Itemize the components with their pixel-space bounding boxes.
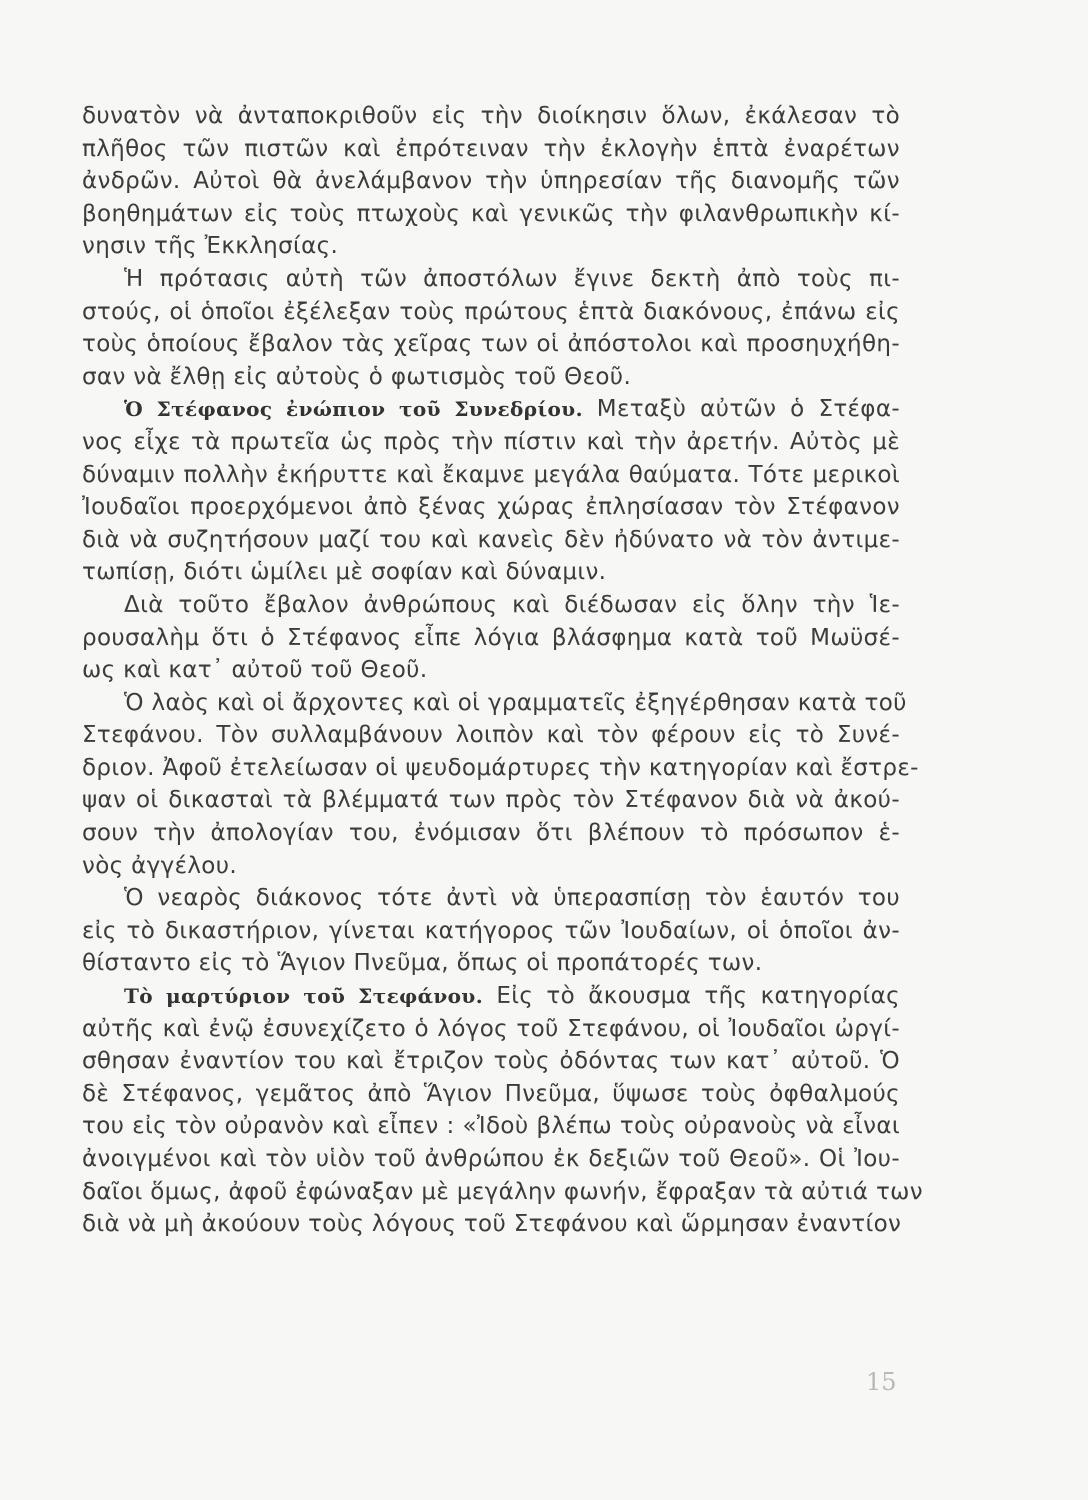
text-line xyxy=(82,296,900,329)
text-line xyxy=(82,393,900,426)
line-text: δὲ Στέφανος, γεμᾶτος ἀπὸ Ἅγιον Πνεῦμα, ὕψωσε τοὺς ὀφθαλμούς xyxy=(82,1080,900,1107)
text-line xyxy=(82,589,900,622)
text-line xyxy=(82,328,900,361)
body-text xyxy=(82,100,923,1241)
line-text: διὰ νὰ μὴ ἀκούουν τοὺς λόγους τοῦ Στεφάνου καὶ ὥρμησαν ἐναντίον xyxy=(82,1211,902,1238)
line-text: διὰ νὰ συζητήσουν μαζί του καὶ κανεὶς δὲν ἠδύνατο νὰ τὸν ἀντιμε- xyxy=(82,526,900,553)
text-line xyxy=(82,426,900,459)
text-line xyxy=(82,1045,900,1078)
line-text: ως καὶ κατ᾽ αὐτοῦ τοῦ Θεοῦ. xyxy=(82,657,428,684)
line-text: νὸς ἀγγέλου. xyxy=(82,852,238,879)
line-text: τωπίσῃ, διότι ὡμίλει μὲ σοφίαν καὶ δύναμιν. xyxy=(82,559,607,586)
text-line xyxy=(82,784,900,817)
text-line xyxy=(82,622,900,655)
text-line xyxy=(82,100,900,133)
line-text: ἀνδρῶν. Αὐτοὶ θὰ ἀνελάμβανον τὴν ὑπηρεσίαν τῆς διανομῆς τῶν xyxy=(82,168,900,195)
line-text: τοὺς ὁποίους ἔβαλον τὰς χεῖρας των οἱ ἀπόστολοι καὶ προσηυχήθη- xyxy=(82,331,900,358)
section-heading: Ὁ Στέφανος ἐνώπιον τοῦ Συνεδρίου. xyxy=(124,397,583,422)
text-line xyxy=(82,719,900,752)
line-text: νησιν τῆς Ἐκκλησίας. xyxy=(82,233,339,260)
text-line xyxy=(82,133,900,166)
line-text: στούς, οἱ ὁποῖοι ἐξέλεξαν τοὺς πρώτους ἑπτὰ διακόνους, ἐπάνω εἰς xyxy=(82,298,900,325)
section-heading: Τὸ μαρτύριον τοῦ Στεφάνου. xyxy=(124,984,484,1009)
text-line xyxy=(82,817,900,850)
text-line xyxy=(82,915,900,948)
line-text: νος εἶχε τὰ πρωτεῖα ὡς πρὸς τὴν πίστιν καὶ τὴν ἀρετήν. Αὐτὸς μὲ xyxy=(82,428,900,455)
text-line xyxy=(82,850,900,883)
text-line xyxy=(82,1078,900,1111)
line-text: Ὁ λαὸς καὶ οἱ ἄρχοντες καὶ οἱ γραμματεῖς ἐξηγέρθησαν κατὰ τοῦ xyxy=(124,689,907,716)
text-line xyxy=(82,491,900,524)
text-line xyxy=(82,752,919,785)
line-text: Μεταξὺ αὐτῶν ὁ Στέφα- xyxy=(596,396,900,423)
text-line xyxy=(82,230,900,263)
text-line xyxy=(82,1143,900,1176)
line-text: Ὁ νεαρὸς διάκονος τότε ἀντὶ νὰ ὑπερασπίσῃ τὸν ἑαυτόν του xyxy=(124,885,900,912)
line-text: Ἡ πρότασις αὐτὴ τῶν ἀποστόλων ἔγινε δεκτὴ ἀπὸ τοὺς πι- xyxy=(124,265,900,292)
text-line xyxy=(82,198,900,231)
text-line xyxy=(82,1110,900,1143)
line-text: δαῖοι ὅμως, ἀφοῦ ἐφώναξαν μὲ μεγάλην φωνήν, ἔφραξαν τὰ αὐτιά των xyxy=(82,1178,923,1205)
text-line xyxy=(82,524,900,557)
text-line xyxy=(82,980,900,1013)
text-line xyxy=(82,361,900,394)
text-line xyxy=(82,459,900,492)
line-text: Εἰς τὸ ἄκουσμα τῆς κατηγορίας xyxy=(496,983,901,1010)
page-body xyxy=(82,100,923,1241)
text-line xyxy=(82,556,900,589)
line-text: δριον. Ἀφοῦ ἐτελείωσαν οἱ ψευδομάρτυρες τὴν κατηγορίαν καὶ ἔστρε- xyxy=(82,754,919,781)
text-line xyxy=(82,947,900,980)
line-text: Διὰ τοῦτο ἔβαλον ἀνθρώπους καὶ διέδωσαν εἰς ὅλην τὴν Ἱε- xyxy=(124,591,900,618)
line-text: βοηθημάτων εἰς τοὺς πτωχοὺς καὶ γενικῶς τὴν φιλανθρωπικὴν κί- xyxy=(82,200,900,227)
text-line xyxy=(82,1176,923,1209)
line-text: ἀνοιγμένοι καὶ τὸν υἱὸν τοῦ ἀνθρώπου ἐκ δεξιῶν τοῦ Θεοῦ». Οἱ Ἰου- xyxy=(82,1146,900,1172)
text-line xyxy=(82,882,900,915)
text-line xyxy=(82,1013,900,1046)
page-number: 15 xyxy=(866,1368,897,1396)
line-text: δυνατὸν νὰ ἀνταποκριθοῦν εἰς τὴν διοίκησιν ὅλων, ἐκάλεσαν τὸ xyxy=(82,103,900,129)
line-text: σουν τὴν ἀπολογίαν του, ἐνόμισαν ὅτι βλέπουν τὸ πρόσωπον ἑ- xyxy=(82,820,900,847)
line-text: εἰς τὸ δικαστήριον, γίνεται κατήγορος τῶν Ἰουδαίων, οἱ ὁποῖοι ἀν- xyxy=(82,917,900,944)
text-line xyxy=(82,263,900,296)
line-text: Ἰουδαῖοι προερχόμενοι ἀπὸ ξένας χώρας ἐπλησίασαν τὸν Στέφανον xyxy=(82,494,900,521)
text-line xyxy=(82,687,907,720)
line-text: ψαν οἱ δικασταὶ τὰ βλέμματά των πρὸς τὸν Στέφανον διὰ νὰ ἀκού- xyxy=(82,787,900,814)
text-line xyxy=(82,165,900,198)
line-text: του εἰς τὸν οὐρανὸν καὶ εἶπεν : «Ἰδοὺ βλέπω τοὺς οὐρανοὺς νὰ εἶναι xyxy=(82,1113,900,1140)
line-text: δύναμιν πολλὴν ἐκήρυττε καὶ ἔκαμνε μεγάλα θαύματα. Τότε μερικοὶ xyxy=(82,461,900,488)
line-text: πλῆθος τῶν πιστῶν καὶ ἐπρότειναν τὴν ἐκλογὴν ἑπτὰ ἐναρέτων xyxy=(82,135,900,162)
text-line xyxy=(82,1208,900,1241)
line-text: σθησαν ἐναντίον του καὶ ἔτριζον τοὺς ὀδόντας των κατ᾽ αὐτοῦ. Ὁ xyxy=(82,1048,900,1075)
text-line xyxy=(82,654,900,687)
line-text: σαν νὰ ἔλθῃ εἰς αὐτοὺς ὁ φωτισμὸς τοῦ Θεοῦ. xyxy=(82,363,632,390)
line-text: θίσταντο εἰς τὸ Ἅγιον Πνεῦμα, ὅπως οἱ προπάτορές των. xyxy=(82,950,763,977)
line-text: Στεφάνου. Τὸν συλλαμβάνουν λοιπὸν καὶ τὸν φέρουν εἰς τὸ Συνέ- xyxy=(82,722,900,749)
line-text: ρουσαλὴμ ὅτι ὁ Στέφανος εἶπε λόγια βλάσφημα κατὰ τοῦ Μωϋσέ- xyxy=(82,624,900,651)
line-text: αὐτῆς καὶ ἐνῷ ἐσυνεχίζετο ὁ λόγος τοῦ Στεφάνου, οἱ Ἰουδαῖοι ὠργί- xyxy=(82,1015,900,1042)
